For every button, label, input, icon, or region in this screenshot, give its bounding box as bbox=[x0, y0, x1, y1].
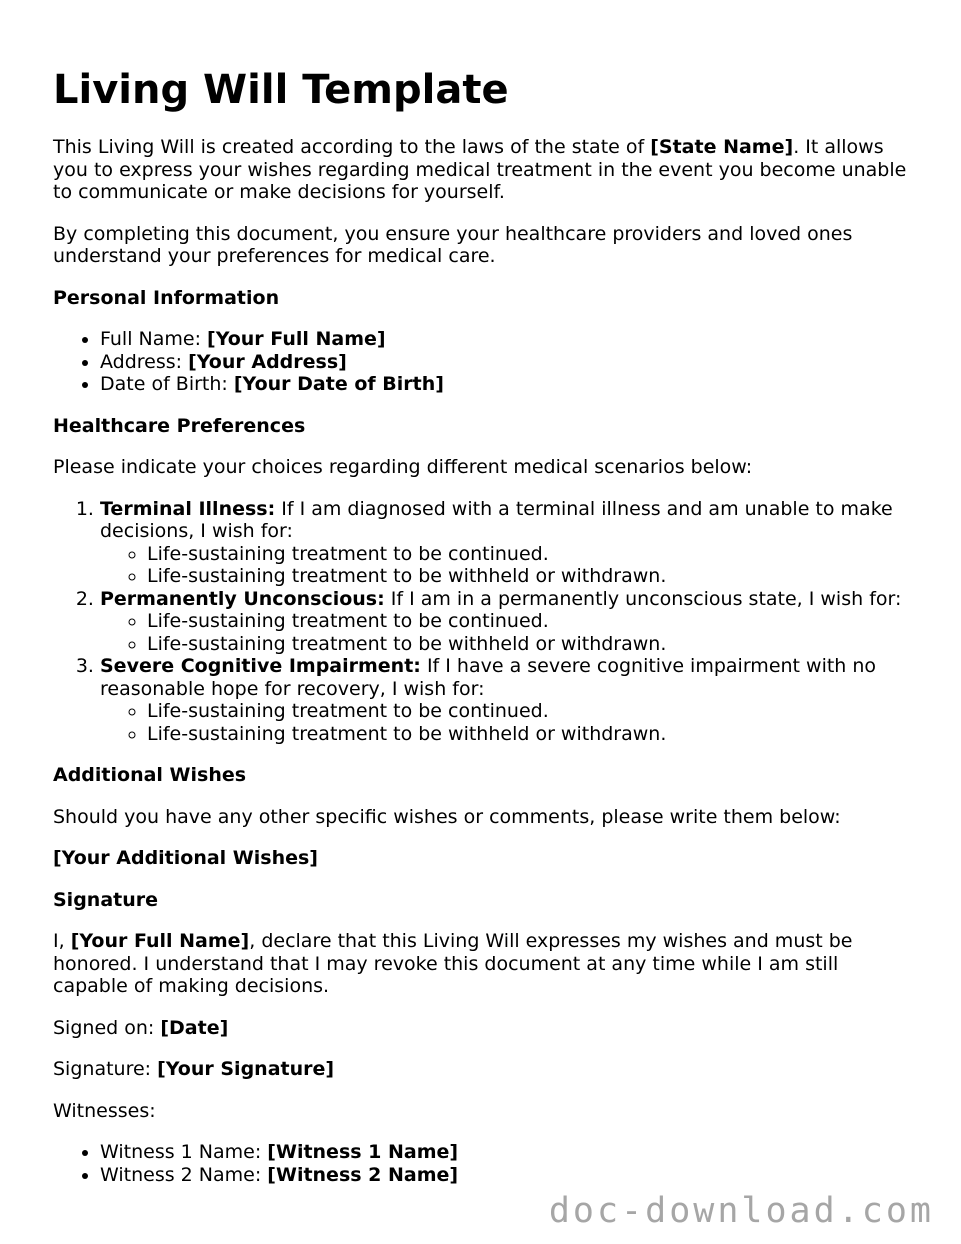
page-title: Living Will Template bbox=[53, 67, 509, 113]
list-item: • Full Name: [Your Full Name] bbox=[100, 328, 913, 351]
declaration-paragraph: I, [Your Full Name], declare that this Living Will expresses my wishes and must be honored. I understand that I may revoke this document at any time while I am still capable of making decisions. bbox=[53, 930, 853, 997]
list-item: • Witness 2 Name: [Witness 2 Name] bbox=[100, 1164, 913, 1187]
signature-line: Signature: [Your Signature] bbox=[53, 1058, 335, 1080]
state-name-placeholder: [State Name] bbox=[650, 136, 794, 158]
personal-info-heading: Personal Information bbox=[53, 286, 280, 309]
healthcare-heading: Healthcare Preferences bbox=[53, 414, 306, 437]
option-item: ◦ Life-sustaining treatment to be withheld or withdrawn. bbox=[147, 633, 913, 656]
intro-paragraph-2: By completing this document, you ensure your healthcare providers and loved ones understand your preferences for medical care. bbox=[53, 222, 853, 267]
list-item: • Witness 1 Name: [Witness 1 Name] bbox=[100, 1141, 913, 1164]
option-item: ◦ Life-sustaining treatment to be continued. bbox=[147, 610, 913, 633]
option-item: ◦ Life-sustaining treatment to be withheld or withdrawn. bbox=[147, 565, 913, 588]
scenario-list bbox=[53, 498, 913, 746]
scenario-item: 3. Severe Cognitive Impairment: If I have a severe cognitive impairment with no reasonable hope for recovery, I wish for: ◦ Life-sustaining treatment to be continued. ◦ Life-sustaining treatment to be withheld or withdrawn. bbox=[100, 655, 913, 745]
personal-info-list bbox=[53, 328, 913, 396]
additional-wishes-instructions: Should you have any other specific wishes or comments, please write them below: bbox=[53, 805, 841, 828]
intro-paragraph-1: This Living Will is created according to the laws of the state of [State Name]. It allows you to express your wishes regarding medical treatment in the event you become unable to communicate or make decisions for yourself. bbox=[53, 136, 907, 203]
witness-list bbox=[53, 1141, 913, 1186]
option-list bbox=[100, 610, 913, 655]
additional-wishes-heading: Additional Wishes bbox=[53, 764, 247, 786]
option-list bbox=[100, 700, 913, 745]
signature-heading: Signature bbox=[53, 888, 159, 911]
option-item: ◦ Life-sustaining treatment to be withheld or withdrawn. bbox=[147, 723, 913, 746]
scenario-item: 2. Permanently Unconscious: If I am in a permanently unconscious state, I wish for: ◦ Life-sustaining treatment to be continued. ◦ Life-sustaining treatment to be withheld or withdrawn. bbox=[100, 588, 913, 656]
scenario-item: 1. Terminal Illness: If I am diagnosed with a terminal illness and am unable to make decisions, I wish for: ◦ Life-sustaining treatment to be continued. ◦ Life-sustaining treatment to be withheld or withdrawn. bbox=[100, 498, 913, 588]
watermark: doc-download.com bbox=[548, 1190, 934, 1231]
list-item: • Address: [Your Address] bbox=[100, 351, 913, 374]
option-item: ◦ Life-sustaining treatment to be continued. bbox=[147, 700, 913, 723]
document-page bbox=[53, 66, 913, 1205]
healthcare-instructions: Please indicate your choices regarding different medical scenarios below: bbox=[53, 456, 753, 478]
witnesses-label: Witnesses: bbox=[53, 1099, 156, 1122]
option-item: ◦ Life-sustaining treatment to be continued. bbox=[147, 543, 913, 566]
additional-wishes-placeholder: [Your Additional Wishes] bbox=[53, 847, 318, 869]
option-list bbox=[100, 543, 913, 588]
list-item: • Date of Birth: [Your Date of Birth] bbox=[100, 373, 913, 396]
signed-on-line: Signed on: [Date] bbox=[53, 1016, 229, 1039]
